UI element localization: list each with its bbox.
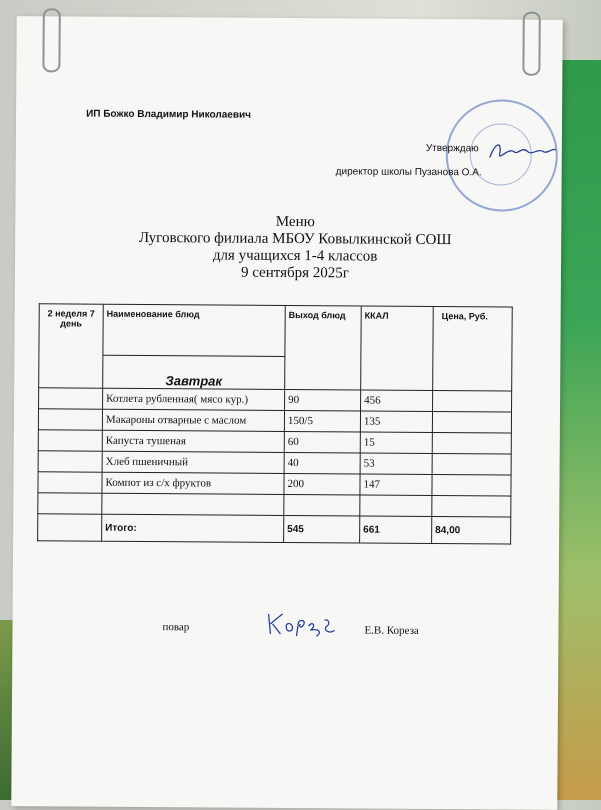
dish-price bbox=[433, 391, 512, 413]
total-kcal: 661 bbox=[360, 516, 432, 544]
meal-label: Завтрак bbox=[103, 355, 285, 389]
paper-clip-left bbox=[42, 8, 60, 72]
empty-cell bbox=[432, 496, 511, 518]
dish-output: 60 bbox=[284, 431, 360, 453]
total-price: 84,00 bbox=[432, 517, 511, 545]
total-label: Итого: bbox=[102, 514, 284, 542]
title-line-4: 9 сентября 2025г bbox=[240, 264, 350, 282]
dish-name: Капуста тушеная bbox=[102, 430, 284, 452]
row-empty-cell bbox=[38, 451, 102, 472]
row-empty-cell bbox=[39, 388, 103, 409]
dish-output: 40 bbox=[284, 452, 360, 474]
menu-sheet bbox=[11, 16, 563, 810]
header-output: Выход блюд bbox=[285, 305, 362, 390]
row-empty-cell bbox=[38, 409, 102, 430]
total-output: 545 bbox=[284, 515, 360, 543]
dish-price bbox=[432, 433, 511, 455]
header-week-day: 2 неделя 7 день bbox=[39, 304, 104, 388]
row-empty-cell bbox=[38, 472, 102, 493]
total-row bbox=[38, 514, 511, 544]
empty-cell bbox=[38, 493, 102, 514]
header-price: Цена, Руб. bbox=[433, 307, 513, 392]
dish-name: Макароны отварные с маслом bbox=[102, 409, 284, 431]
dish-price bbox=[432, 412, 511, 434]
title-line-1: Меню bbox=[275, 213, 315, 231]
table-header-row bbox=[39, 304, 512, 358]
director-line: директор школы Пузанова О.А. bbox=[335, 166, 482, 179]
row-empty-cell bbox=[38, 430, 102, 451]
header-dish: Наименование блюд bbox=[103, 304, 285, 356]
dish-kcal: 53 bbox=[360, 453, 432, 475]
menu-table bbox=[37, 303, 513, 544]
ip-name: ИП Божко Владимир Николаевич bbox=[86, 108, 252, 121]
dish-name: Котлета рубленная( мясо кур.) bbox=[103, 388, 285, 410]
title-line-3: для учащихся 1-4 классов bbox=[212, 247, 378, 265]
dish-output: 90 bbox=[285, 389, 361, 411]
empty-cell bbox=[102, 493, 284, 515]
cook-signature bbox=[264, 608, 344, 641]
dish-kcal: 15 bbox=[360, 432, 432, 454]
total-empty-cell bbox=[38, 514, 102, 541]
dish-price bbox=[432, 454, 511, 476]
empty-cell bbox=[360, 495, 432, 517]
dish-output: 200 bbox=[284, 473, 360, 495]
cook-name: Е.В. Кореза bbox=[364, 624, 419, 637]
dish-output: 150/5 bbox=[284, 410, 360, 432]
header-kcal: ККАЛ bbox=[361, 306, 434, 391]
dish-price bbox=[432, 475, 511, 497]
title-line-2: Луговского филиала МБОУ Ковылкинской СОШ bbox=[138, 229, 452, 249]
cook-label: повар bbox=[162, 621, 190, 634]
empty-cell bbox=[284, 494, 360, 516]
dish-kcal: 456 bbox=[361, 390, 433, 412]
dish-kcal: 147 bbox=[360, 474, 432, 496]
menu-title bbox=[105, 213, 485, 284]
dish-name: Компот из с/х фруктов bbox=[102, 472, 284, 494]
approve-label: Утверждаю bbox=[425, 142, 479, 155]
dish-name: Хлеб пшеничный bbox=[102, 451, 284, 473]
dish-kcal: 135 bbox=[360, 411, 432, 433]
director-signature bbox=[488, 137, 558, 163]
paper-clip-right bbox=[522, 12, 540, 76]
